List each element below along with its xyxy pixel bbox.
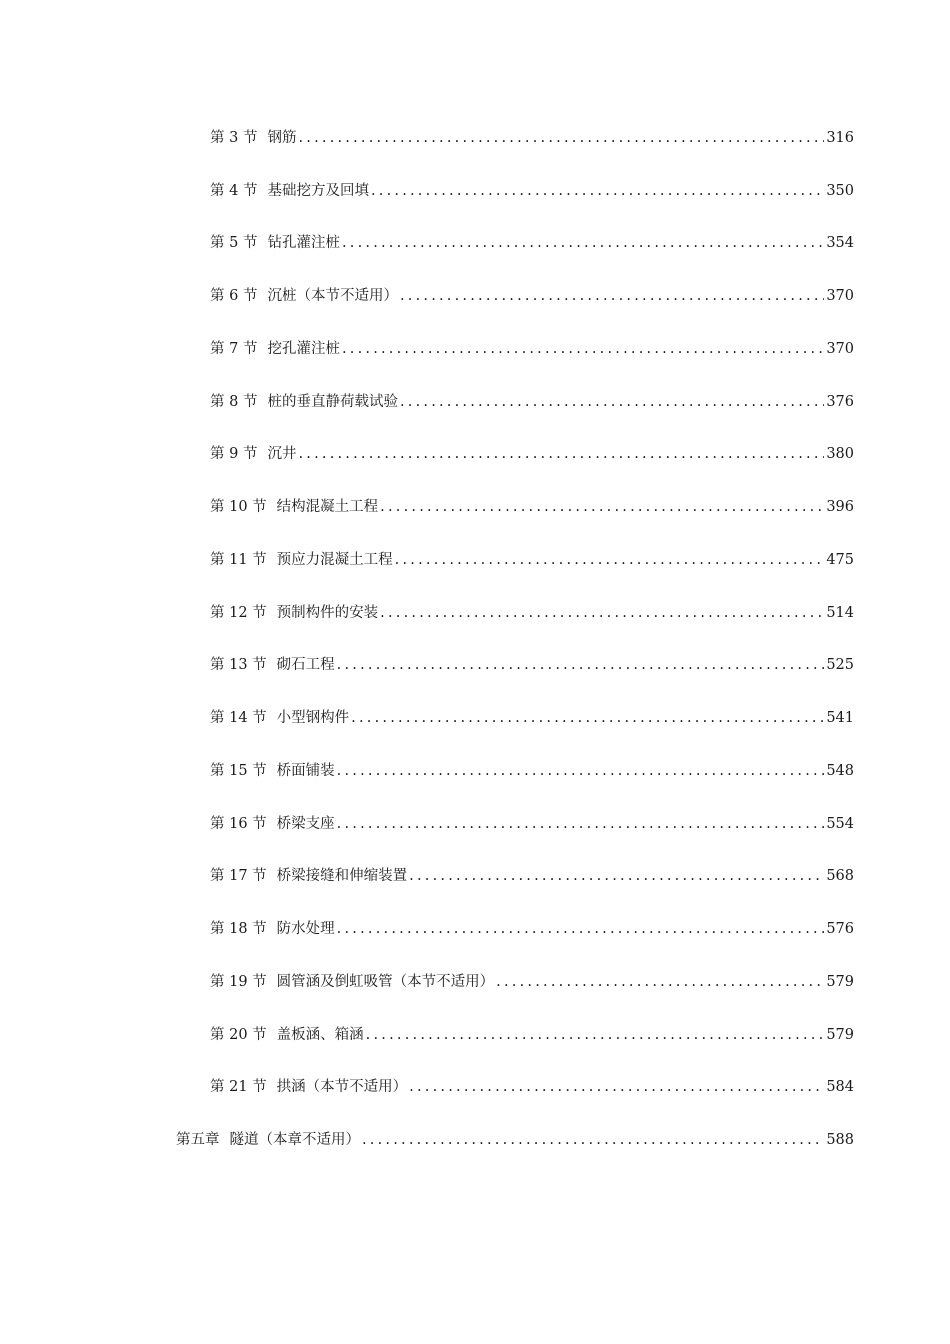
section-number: 第 18 节 (210, 921, 267, 937)
toc-entry[interactable] (210, 1023, 854, 1047)
section-title: 圆管涵及倒虹吸管（本节不适用） (276, 974, 495, 990)
toc-entry[interactable] (210, 390, 854, 414)
toc-entry[interactable] (210, 495, 854, 519)
section-number: 第 4 节 (210, 183, 258, 199)
section-title: 钢筋 (267, 130, 297, 146)
dot-leader (409, 864, 824, 888)
section-number: 第 6 节 (210, 288, 258, 304)
page-number: 554 (826, 816, 854, 832)
chapter-title: 隧道（本章不适用） (229, 1132, 360, 1148)
section-title: 预应力混凝土工程 (276, 552, 393, 568)
dot-leader (298, 126, 824, 150)
toc-entry[interactable] (210, 179, 854, 203)
section-title: 桥面铺装 (276, 763, 335, 779)
section-title: 盖板涵、箱涵 (276, 1027, 364, 1043)
toc-entry[interactable] (210, 284, 854, 308)
page-number: 376 (826, 394, 854, 410)
chapter-number: 第五章 (176, 1132, 220, 1148)
toc-entry[interactable] (210, 231, 854, 255)
section-title: 拱涵（本节不适用） (276, 1079, 408, 1095)
dot-leader (395, 548, 825, 572)
page-number: 541 (826, 710, 854, 726)
section-number: 第 9 节 (210, 446, 258, 462)
page-number: 576 (826, 921, 854, 937)
page-number: 475 (826, 552, 854, 568)
section-title: 基础挖方及回填 (267, 183, 369, 199)
dot-leader (400, 390, 824, 414)
dot-leader (337, 759, 825, 783)
page-number: 380 (826, 446, 854, 462)
toc-entry[interactable] (210, 864, 854, 888)
toc-entry[interactable] (210, 917, 854, 941)
dot-leader (337, 917, 825, 941)
toc-entry[interactable] (210, 601, 854, 625)
section-number: 第 10 节 (210, 499, 267, 515)
section-number: 第 12 节 (210, 605, 267, 621)
toc-entry[interactable] (210, 970, 854, 994)
toc-entry[interactable] (210, 1075, 854, 1099)
section-number: 第 16 节 (210, 816, 267, 832)
section-number: 第 20 节 (210, 1027, 267, 1043)
toc-chapter-entry[interactable] (176, 1128, 854, 1152)
page-number: 370 (826, 288, 854, 304)
dot-leader (342, 337, 824, 361)
toc-entry[interactable] (210, 812, 854, 836)
section-title: 沉井 (267, 446, 297, 462)
page-number: 548 (826, 763, 854, 779)
dot-leader (371, 179, 824, 203)
page-number: 579 (826, 1027, 854, 1043)
section-title: 预制构件的安装 (276, 605, 379, 621)
section-title: 砌石工程 (276, 657, 335, 673)
dot-leader (366, 1023, 825, 1047)
page-number: 350 (826, 183, 854, 199)
section-number: 第 14 节 (210, 710, 267, 726)
section-number: 第 19 节 (210, 974, 267, 990)
dot-leader (409, 1075, 824, 1099)
toc-entry[interactable] (210, 759, 854, 783)
section-number: 第 17 节 (210, 868, 267, 884)
section-number: 第 7 节 (210, 341, 258, 357)
section-number: 第 8 节 (210, 394, 258, 410)
section-title: 小型钢构件 (276, 710, 350, 726)
section-number: 第 15 节 (210, 763, 267, 779)
toc-entry[interactable] (210, 126, 854, 150)
dot-leader (380, 495, 824, 519)
section-title: 结构混凝土工程 (276, 499, 379, 515)
section-title: 挖孔灌注桩 (267, 341, 340, 357)
dot-leader (400, 284, 824, 308)
toc-entry[interactable] (210, 337, 854, 361)
section-number: 第 21 节 (210, 1079, 267, 1095)
dot-leader (380, 601, 824, 625)
toc-entry[interactable] (210, 653, 854, 677)
section-title: 防水处理 (276, 921, 335, 937)
dot-leader (362, 1128, 824, 1152)
page-number: 579 (826, 974, 854, 990)
toc-entry[interactable] (210, 548, 854, 572)
section-title: 沉桩（本节不适用） (267, 288, 398, 304)
page-number: 514 (826, 605, 854, 621)
page-number: 396 (826, 499, 854, 515)
dot-leader (342, 231, 824, 255)
page-number: 525 (826, 657, 854, 673)
page-number: 316 (826, 130, 854, 146)
dot-leader (337, 812, 825, 836)
section-title: 钻孔灌注桩 (267, 235, 340, 251)
page-number: 588 (826, 1132, 854, 1148)
section-title: 桥梁支座 (276, 816, 335, 832)
page-number: 568 (826, 868, 854, 884)
toc-entry[interactable] (210, 706, 854, 730)
section-number: 第 3 节 (210, 130, 258, 146)
dot-leader (351, 706, 824, 730)
section-title: 桥梁接缝和伸缩装置 (276, 868, 408, 884)
section-title: 桩的垂直静荷载试验 (267, 394, 398, 410)
dot-leader (298, 442, 824, 466)
page-number: 354 (826, 235, 854, 251)
page-number: 584 (826, 1079, 854, 1095)
section-number: 第 11 节 (210, 552, 267, 568)
dot-leader (496, 970, 824, 994)
section-number: 第 13 节 (210, 657, 267, 673)
toc-entry[interactable] (210, 442, 854, 466)
dot-leader (337, 653, 825, 677)
page-number: 370 (826, 341, 854, 357)
section-number: 第 5 节 (210, 235, 258, 251)
